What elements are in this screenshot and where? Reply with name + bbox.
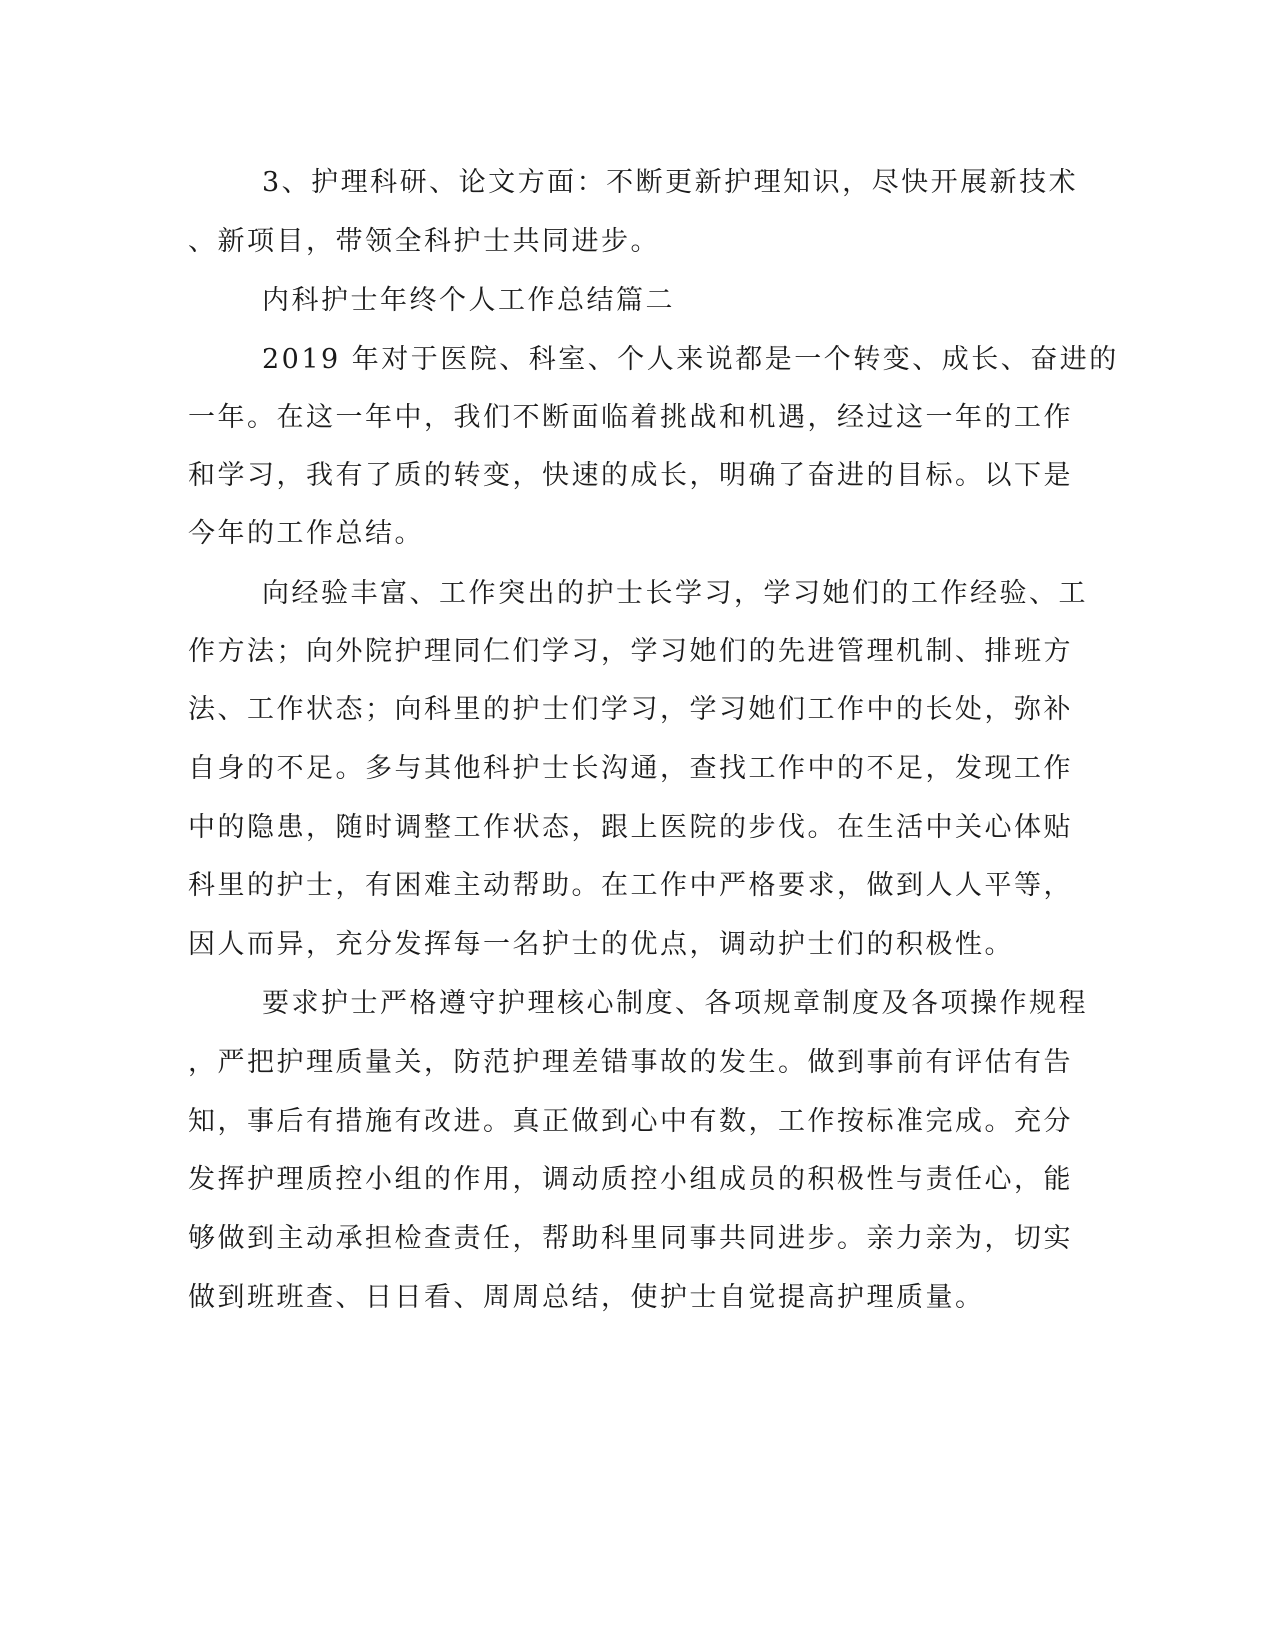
text-line: 做到班班查、日日看、周周总结，使护士自觉提高护理质量。 [188,1282,985,1313]
text-line: 自身的不足。多与其他科护士长沟通，查找工作中的不足，发现工作 [188,753,1073,784]
text-line: ，严把护理质量关，防范护理差错事故的发生。做到事前有评估有告 [188,1047,1073,1078]
text-line: 因人而异，充分发挥每一名护士的优点，调动护士们的积极性。 [188,929,1014,960]
text-line: 中的隐患，随时调整工作状态，跟上医院的步伐。在生活中关心体贴 [188,812,1073,843]
text-line: 科里的护士，有困难主动帮助。在工作中严格要求，做到人人平等， [188,870,1073,901]
text-line: 知，事后有措施有改进。真正做到心中有数，工作按标准完成。充分 [188,1106,1073,1137]
section-heading: 内科护士年终个人工作总结篇二 [262,285,675,316]
text-line: 今年的工作总结。 [188,518,424,549]
text-line: 向经验丰富、工作突出的护士长学习，学习她们的工作经验、工 [262,578,1088,609]
text-line: 法、工作状态；向科里的护士们学习，学习她们工作中的长处，弥补 [188,694,1073,725]
text-line: 、新项目，带领全科护士共同进步。 [188,226,660,257]
text-line: 一年。在这一年中，我们不断面临着挑战和机遇，经过这一年的工作 [188,402,1073,433]
text-line: 2019 年对于医院、科室、个人来说都是一个转变、成长、奋进的 [262,344,1119,375]
text-line: 和学习，我有了质的转变，快速的成长，明确了奋进的目标。以下是 [188,460,1073,491]
text-line: 要求护士严格遵守护理核心制度、各项规章制度及各项操作规程 [262,988,1088,1019]
text-line: 作方法；向外院护理同仁们学习，学习她们的先进管理机制、排班方 [188,636,1073,667]
text-line: 发挥护理质控小组的作用，调动质控小组成员的积极性与责任心，能 [188,1164,1073,1195]
text-line: 3、护理科研、论文方面：不断更新护理知识，尽快开展新技术 [262,167,1079,198]
text-line: 够做到主动承担检查责任，帮助科里同事共同进步。亲力亲为，切实 [188,1223,1073,1254]
